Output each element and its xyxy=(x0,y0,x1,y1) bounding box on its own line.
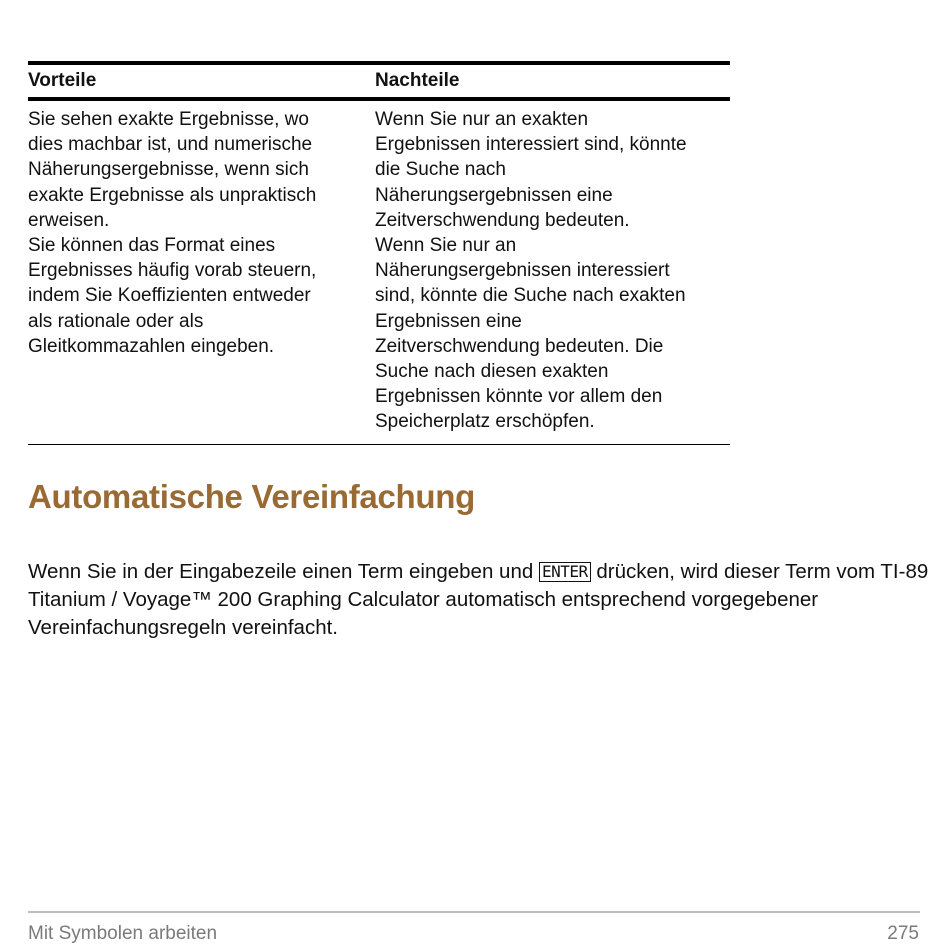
cell-line: exakte Ergebnisse als unpraktisch xyxy=(28,184,317,206)
cell-line: Gleitkommazahlen eingeben. xyxy=(28,335,275,357)
header-advantages: Vorteile xyxy=(28,70,97,91)
table-row xyxy=(28,101,730,435)
cell-line: Zeitverschwendung bedeuten. Die xyxy=(375,335,664,357)
footer-rule xyxy=(28,911,920,913)
cell-line: Näherungsergebnissen eine xyxy=(375,184,613,206)
cell-line: Ergebnissen könnte vor allem den xyxy=(375,386,663,408)
body-paragraph xyxy=(28,558,933,642)
paragraph-text-before-key: Wenn Sie in der Eingabezeile einen Term eingeben und xyxy=(28,560,539,583)
cell-line: Ergebnissen eine xyxy=(375,310,522,332)
section-title: Automatische Vereinfachung xyxy=(28,478,475,515)
cell-line: als rationale oder als xyxy=(28,310,204,332)
cell-line: Näherungsergebnissen interessiert xyxy=(375,260,670,282)
cell-line: Ergebnisses häufig vorab steuern, xyxy=(28,260,317,282)
cell-line: erweisen. xyxy=(28,209,110,231)
cell-line: Speicherplatz erschöpfen. xyxy=(375,411,595,433)
cell-line: Wenn Sie nur an xyxy=(375,235,517,257)
header-disadvantages: Nachteile xyxy=(375,70,460,91)
table-header-row xyxy=(28,65,730,97)
paragraph-text-after-key: drücken, wird dieser Term vom TI-89 Titanium / Voyage™ 200 Graphing Calculator automatisch entsprechend vorgegebener Vereinfachungsregeln vereinfacht. xyxy=(28,560,929,639)
cell-line: sind, könnte die Suche nach exakten xyxy=(375,285,686,307)
disadvantages-cell xyxy=(375,107,730,435)
advantages-cell xyxy=(28,107,375,435)
cell-line: Wenn Sie nur an exakten xyxy=(375,109,589,130)
cell-line: Näherungsergebnisse, wenn sich xyxy=(28,159,309,181)
cell-line: Sie können das Format eines xyxy=(28,235,276,257)
footer-chapter: Mit Symbolen arbeiten xyxy=(28,923,218,944)
cell-line: indem Sie Koeffizienten entweder xyxy=(28,285,311,307)
footer-page-number: 275 xyxy=(887,923,919,944)
comparison-table xyxy=(28,61,730,445)
enter-key-icon: ENTER xyxy=(539,562,591,582)
table-bottom-rule xyxy=(28,444,730,445)
cell-line: Suche nach diesen exakten xyxy=(375,361,609,383)
cell-line: Sie sehen exakte Ergebnisse, wo xyxy=(28,109,309,130)
cell-line: Zeitverschwendung bedeuten. xyxy=(375,209,630,231)
cell-line: Ergebnissen interessiert sind, könnte xyxy=(375,134,687,156)
cell-line: die Suche nach xyxy=(375,159,506,181)
cell-line: dies machbar ist, und numerische xyxy=(28,134,313,156)
